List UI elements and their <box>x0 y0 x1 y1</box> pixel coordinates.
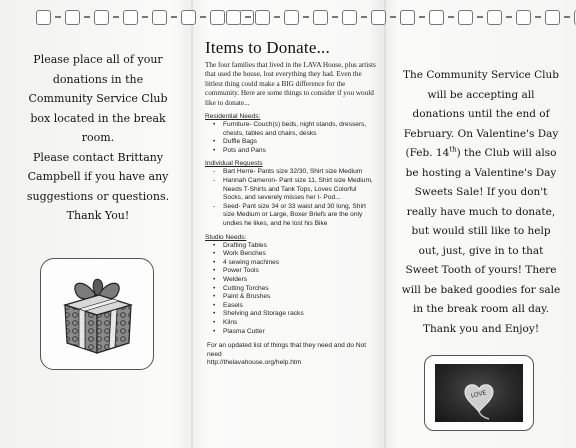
section-heading-individual: Individual Requests <box>205 160 263 168</box>
decorative-border-left <box>36 8 254 26</box>
left-line: Campbell if you have any <box>27 170 169 183</box>
love-image-frame <box>424 355 534 431</box>
right-line: be hosting a Valentine's Day <box>405 166 557 179</box>
donate-title: Items to Donate... <box>205 38 330 57</box>
list-item: • Drafting Tables <box>213 241 267 249</box>
border-box-icon <box>181 10 196 25</box>
border-link <box>171 16 177 18</box>
border-link <box>274 16 280 18</box>
gift-image-frame <box>40 258 154 370</box>
heart-label: LOVE <box>470 389 488 400</box>
list-item: • Work Benches <box>213 250 266 258</box>
border-box-icon <box>371 10 386 25</box>
list-item: • 4 sewing machines <box>213 258 280 266</box>
list-item: • Plasma Cutter <box>213 327 265 335</box>
left-line: box located in the break <box>30 111 166 125</box>
border-link <box>332 16 338 18</box>
list-item: • Pots and Pans <box>213 146 266 154</box>
border-link <box>361 16 367 18</box>
border-box-icon <box>313 10 328 25</box>
border-link <box>477 16 483 18</box>
left-line: Community Service Club <box>28 92 168 105</box>
left-panel-text <box>18 50 178 226</box>
fold-line <box>384 0 386 448</box>
border-link <box>419 16 425 18</box>
list-item: • Kilns <box>213 318 238 326</box>
border-box-icon <box>152 10 167 25</box>
left-line: Please place all of your <box>33 53 163 66</box>
right-line: in the break room all day. <box>412 303 550 315</box>
border-link <box>303 16 309 18</box>
gift-box-icon <box>55 271 139 357</box>
border-box-icon <box>487 10 502 25</box>
right-line: really have much to donate, <box>406 205 556 218</box>
list-item: • Paint & Brushes <box>213 293 271 301</box>
right-line: will be baked goodies for sale <box>401 283 561 296</box>
border-box-icon <box>342 10 357 25</box>
left-line: donations in the <box>52 72 144 86</box>
list-item: • Easels <box>213 301 243 309</box>
border-box-icon <box>36 10 51 25</box>
border-link <box>390 16 396 18</box>
list-item: • Duffle Bags <box>213 138 257 146</box>
outro-text: For an updated list of things that they need and do Not need <box>207 342 367 358</box>
love-photo <box>435 364 523 422</box>
border-box-icon <box>516 10 531 25</box>
border-link <box>535 16 541 18</box>
border-box-icon <box>400 10 415 25</box>
lava-house-link[interactable]: http://thelavahouse.org/help.htm <box>207 359 302 367</box>
border-box-icon <box>458 10 473 25</box>
border-link <box>200 16 206 18</box>
donate-intro: The four families that lived in the LAVA House, plus artists that used the house, lost everything they had. Even the littlest thing could make a BIG difference for the community. Here are some things to consider if you would like to donate... <box>205 61 376 107</box>
love-heart-icon <box>435 364 523 422</box>
right-line: The Community Service Club <box>403 69 559 81</box>
right-line: Sweets Sale! If you don't <box>414 186 548 198</box>
right-line: but would still like to help <box>411 225 551 237</box>
border-link <box>84 16 90 18</box>
list-item: - Hannah Cameron- Pant size 11, Shirt size Medium, Needs T-Shirts and Tank Tops, Loves Colorful Socks, and severely misses her I- Pod... <box>213 177 373 202</box>
border-box-icon <box>210 10 225 25</box>
border-link <box>245 16 251 18</box>
donate-outro <box>205 342 377 368</box>
border-link <box>113 16 119 18</box>
section-heading-residential: Residential Needs: <box>205 113 261 121</box>
section-heading-studio: Studio Needs: <box>205 233 247 241</box>
border-box-icon <box>284 10 299 25</box>
border-link <box>55 16 61 18</box>
studio-list <box>205 242 377 337</box>
fold-line <box>191 0 193 448</box>
border-box-icon <box>94 10 109 25</box>
residential-list <box>205 121 377 155</box>
right-line: Sweet Tooth of yours! There <box>405 264 557 276</box>
right-line-date: (Feb. 14th) the Club will also <box>405 145 557 159</box>
decorative-border-right <box>400 8 576 26</box>
list-item: • Furniture- Couch(s) beds, night stands, dressers, chests, tables and chairs, desks <box>213 121 367 137</box>
left-line: Please contact Brittany <box>32 150 164 164</box>
border-box-icon <box>429 10 444 25</box>
list-item: - Bart Herre- Pants size 32/30, Shirt size Medium <box>213 168 363 176</box>
border-link <box>506 16 512 18</box>
list-item: • Cutting Torches <box>213 284 269 292</box>
border-link <box>142 16 148 18</box>
border-box-icon <box>255 10 270 25</box>
right-line: Thank you and Enjoy! <box>422 322 540 335</box>
border-link <box>564 16 570 18</box>
list-item: • Welders <box>213 275 248 283</box>
left-line: suggestions or questions. <box>26 189 170 203</box>
individual-list <box>205 168 377 228</box>
list-item: • Shelving and Storage racks <box>213 310 304 318</box>
right-line: will be accepting all <box>427 88 535 101</box>
right-line: donations until the end of <box>412 108 550 120</box>
list-item: - Seed- Pant size 34 or 33 waist and 30 long, Shirt size Medium or Large, Boxer Briefs are the only undies he likes, and he lost his Bike <box>213 202 366 227</box>
right-line: out, just, give in to that <box>418 244 544 257</box>
middle-panel <box>205 38 377 368</box>
right-line: February. On Valentine's Day <box>403 127 559 140</box>
list-item: • Power Tools <box>213 267 259 275</box>
right-panel-text <box>398 66 564 339</box>
border-box-icon <box>123 10 138 25</box>
left-line: room. <box>81 131 115 144</box>
border-box-icon <box>545 10 560 25</box>
border-box-icon <box>65 10 80 25</box>
border-box-icon <box>226 10 241 25</box>
border-link <box>448 16 454 18</box>
left-line: Thank You! <box>66 209 130 222</box>
